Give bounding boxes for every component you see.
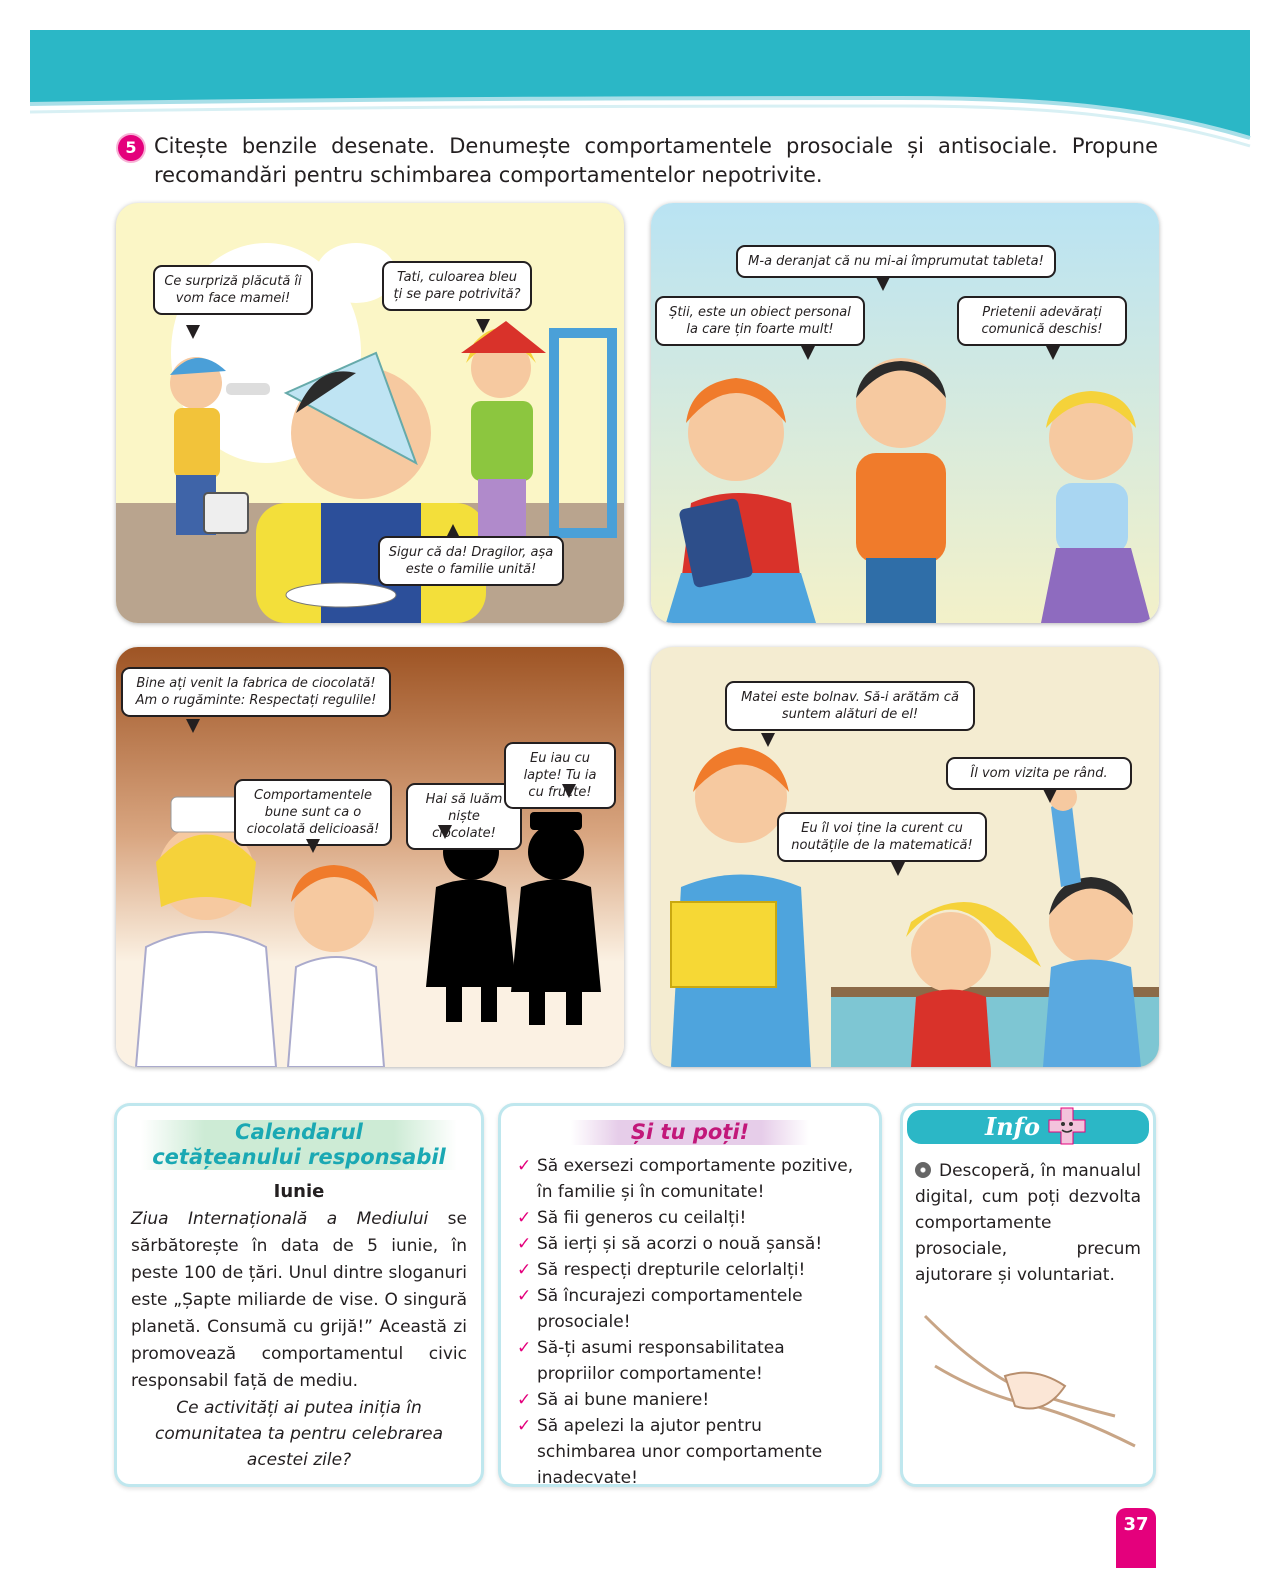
check-icon: ✓ (517, 1338, 532, 1358)
speech-bubble-girl: Tati, culoarea bleu ți se pare potrivită? (382, 261, 532, 311)
task-number-badge: 5 (118, 135, 144, 161)
page-number: 37 (1116, 1508, 1156, 1568)
header-banner (0, 0, 1270, 150)
info-text (915, 1158, 1141, 1288)
calendar-event-name: Ziua Internațională a Mediului (131, 1209, 429, 1229)
calendar-title (141, 1120, 457, 1170)
comic-panel-friends (651, 203, 1159, 623)
disc-icon (915, 1162, 931, 1178)
speech-bubble-guide: Bine ați venit la fabrica de ciocolată! Am o rugăminte: Respectați regulile! (121, 667, 391, 717)
info-header (907, 1110, 1149, 1144)
task-text: Citește benzile desenate. Denumește comportamentele prosociale și antisociale. Propune recomandări pentru schimbarea comportamentelor nepotrivite. (154, 134, 1158, 187)
calendar-title-line1: Calendarul (235, 1120, 363, 1144)
list-item: ✓ Să apelezi la ajutor pentru schimbarea unor comportamente inadecvate! (517, 1413, 865, 1491)
si-tu-poti-title: Și tu poți! (571, 1120, 809, 1145)
speech-bubble-shadow-left: Hai să luăm niște ciocolate! (406, 783, 522, 850)
list-item: ✓ Să exersezi comportamente pozitive, în familie și în comunitate! (517, 1153, 865, 1205)
calendar-text (131, 1206, 467, 1395)
info-box (900, 1103, 1156, 1487)
recommendation-list (517, 1153, 865, 1491)
check-icon: ✓ (517, 1260, 532, 1280)
check-icon: ✓ (517, 1234, 532, 1254)
list-item: ✓ Să ai bune maniere! (517, 1387, 865, 1413)
check-icon: ✓ (517, 1156, 532, 1176)
calendar-description: se sărbătorește în data de 5 iunie, în peste 100 de țări. Unul dintre sloganuri este „Șapte miliarde de vise. O singură planetă. Consumă cu grijă!” Această zi promovează comportamentul civic responsabil față de mediu. (131, 1209, 467, 1391)
info-title: Info (985, 1112, 1041, 1141)
speech-bubble-dad: Sigur că da! Dragilor, așa este o familie unită! (378, 536, 564, 586)
speech-bubble-girl: Comportamentele bune sunt ca o ciocolată delicioasă! (234, 779, 392, 846)
speech-bubble-left-girl: Știi, este un obiect personal la care țin foarte mult! (655, 296, 865, 346)
plus-icon (1047, 1106, 1087, 1146)
calendar-title-line2: cetățeanului responsabil (152, 1145, 446, 1169)
list-item: ✓ Să încurajezi comportamentele prosociale! (517, 1283, 865, 1335)
calendar-box (114, 1103, 484, 1487)
calendar-month: Iunie (273, 1181, 325, 1202)
speech-bubble-boy: M-a deranjat că nu mi-ai împrumutat tableta! (736, 245, 1056, 278)
holding-hands-illustration (915, 1306, 1145, 1456)
comic-panel-family (116, 203, 624, 623)
list-item: ✓ Să ierți și să acorzi o nouă șansă! (517, 1231, 865, 1257)
speech-bubble-teacher: Matei este bolnav. Să-i arătăm că suntem alături de el! (725, 681, 975, 731)
list-item: ✓ Să fii generos cu ceilalți! (517, 1205, 865, 1231)
check-icon: ✓ (517, 1390, 532, 1410)
list-item: ✓ Să-ți asumi responsabilitatea propriilor comportamente! (517, 1335, 865, 1387)
task-statement (118, 132, 1158, 190)
comic-panel-chocolate-factory (116, 647, 624, 1067)
check-icon: ✓ (517, 1416, 532, 1436)
calendar-question: Ce activități ai putea iniția în comunitatea ta pentru celebrarea acestei zile? (154, 1398, 443, 1470)
comic-panel-classroom (651, 647, 1159, 1067)
speech-bubble-boy: Îl vom vizita pe rând. (946, 757, 1132, 790)
info-description: Descoperă, în manualul digital, cum poți dezvolta comportamente prosociale, precum ajutorare și voluntariat. (915, 1161, 1141, 1285)
list-item: ✓ Să respecți drepturile celorlalți! (517, 1257, 865, 1283)
speech-bubble-boy: Ce surpriză plăcută îi vom face mamei! (153, 265, 313, 315)
si-tu-poti-box (498, 1103, 882, 1487)
speech-bubble-right-girl: Prietenii adevărați comunică deschis! (957, 296, 1127, 346)
speech-bubble-shadow-right: Eu iau cu lapte! Tu ia cu fructe! (504, 742, 616, 809)
check-icon: ✓ (517, 1286, 532, 1306)
speech-bubble-girl: Eu îl voi ține la curent cu noutățile de la matematică! (777, 812, 987, 862)
check-icon: ✓ (517, 1208, 532, 1228)
